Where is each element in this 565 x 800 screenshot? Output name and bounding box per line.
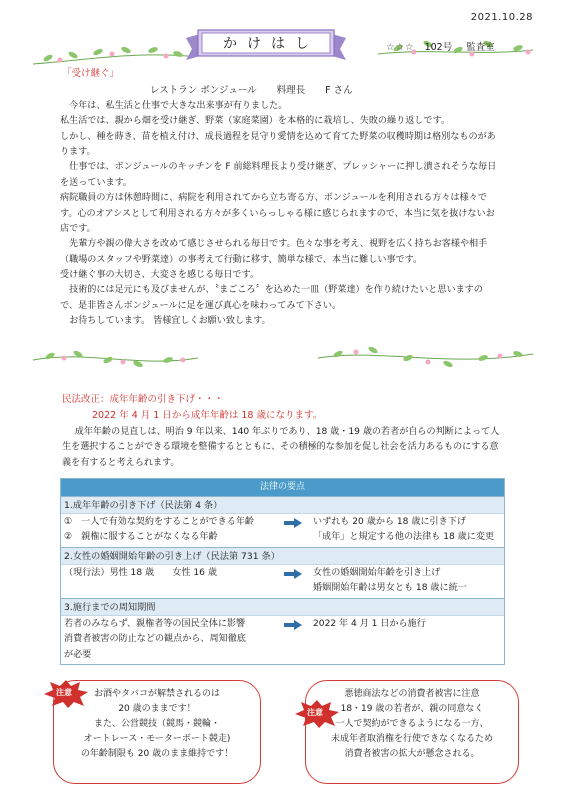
table-text: 若者のみならず、親権者等の国民全体に影響	[64, 618, 246, 629]
table-header: 法律の要点	[61, 479, 504, 496]
note-line: 一人で契約ができるようになる一方、	[335, 719, 489, 730]
note-line: 未成年者取消権を行使できなくなるため	[330, 734, 493, 745]
note-line: 20 歳のままです！	[118, 704, 196, 715]
table-text: 2022 年 4 月 1 日から施行	[313, 618, 426, 629]
table-cell-right	[307, 514, 504, 547]
table-row	[61, 513, 504, 547]
story-paragraph: 技術的には足元にも及びませんが、〝まごころ〞を込めた一皿（野菜達）を作り続けたいと思いますので、是非皆さんボンジュールに足を運び真心を味わってみて下さい。	[60, 285, 483, 311]
table-section-title: 3.施行までの周知期間	[61, 598, 504, 615]
table-section-title: 1.成年年齢の引き下げ（民法第 4 条）	[61, 496, 504, 513]
law-points-table	[60, 478, 505, 665]
law-body: 成年年齢の見直しは、明治 9 年以来、140 年ぶりであり、18 歳・19 歳の若者が自らの判断によって人生を選択することができる環境を整備するとともに、その積極的な参加を促し社会を活力あるものにする意義を有すると考えられます。	[62, 427, 500, 468]
note-line: 消費者被害の拡大が懸念される。	[344, 749, 480, 760]
story-paragraph: 仕事では、ボンジュールのキッチンを F 前総料理長より受け継ぎ、プレッシャーに押し潰されそうな毎日を送っています。	[60, 162, 497, 188]
table-text: ① 一人で有効な契約をすることができる年齢	[64, 517, 255, 527]
law-title: 民法改正：成年年齢の引き下げ・・・	[62, 394, 224, 405]
newsletter-title: かけはし	[223, 36, 319, 52]
caution-label: 注意	[307, 708, 323, 717]
note-line: お酒やタバコが解禁されるのは	[94, 689, 220, 699]
arrow-icon	[279, 616, 307, 664]
note-line: 18・19 歳の若者が、親の同意なく	[340, 704, 484, 715]
note-line: 悪徳商法などの消費者被害に注意	[344, 689, 480, 699]
story-paragraph: しかし、種を蒔き、苗を植え付け、成長過程を見守り愛情を込めて育てた野菜の収穫時期は格別なものがあります。	[60, 131, 496, 158]
arrow-icon	[279, 514, 307, 547]
table-text: ② 親権に服することがなくなる年齢	[64, 532, 218, 543]
department: 監査室	[466, 42, 495, 53]
table-text: 消費者被害の防止などの観点から、周知徹底	[64, 634, 246, 645]
table-text: が必要	[64, 649, 92, 660]
note-line: また、公営競技（競馬・競輪・	[93, 719, 220, 730]
table-text: いずれも 20 歳から 18 歳に引き下げ	[313, 517, 466, 527]
note-line: の年齢制限も 20 歳のまま維持です！	[80, 749, 234, 760]
vine-decoration-middle	[28, 340, 538, 376]
table-text: 婚姻開始年齢は男女とも 18 歳に統一	[313, 583, 467, 594]
law-subtitle: 2022 年 4 月 1 日から成年年齢は 18 歳になります。	[92, 410, 323, 421]
story-paragraph: 病院職員の方は休憩時間に、病院を利用されてから立ち寄る方、ボンジュールを利用される方々は様々です。心のオアシスとして利用される方々が多くいらっしゃる様に感じられますので、本当に気を抜けないお店です。	[60, 193, 495, 234]
issue-stars: ☆☆☆	[386, 42, 415, 53]
story-paragraph: 私生活では、親から畑を受け継ぎ、野菜（家庭菜園）を本格的に栽培し、失敗の繰り返しです。	[60, 116, 450, 127]
story-paragraph: 受け継ぐ事の大切さ、大変さを感じる毎日です。	[60, 269, 259, 280]
table-cell-right	[307, 616, 504, 664]
table-row	[61, 564, 504, 598]
table-cell-left	[61, 514, 279, 547]
story-paragraph: 先輩方や親の偉大さを改めて感じさせられる毎日です。色々な事を考え、視野を広く持ちお客様や相手（職場のスタッフや野菜達）の事考えて行動に移す、簡単な様で、本当に難しい事です。	[60, 239, 488, 265]
note-line: オートレース・モーターボート競走)	[83, 734, 231, 745]
table-cell-left	[61, 616, 279, 664]
byline-name: F さん	[325, 85, 353, 96]
caution-label: 注意	[56, 688, 72, 697]
table-section-title: 2.女性の婚姻開始年齢の引き上げ（民法第 731 条）	[61, 547, 504, 564]
arrow-icon	[279, 565, 307, 598]
issue-info	[386, 40, 495, 55]
issue-number: 102号	[424, 42, 453, 53]
story-paragraph: お待ちしています。 皆様宜しくお願い致します。	[69, 316, 271, 327]
story-paragraph: 今年は、私生活と仕事で大きな出来事が有りました。	[69, 101, 288, 111]
story-body	[60, 99, 500, 329]
byline-role: 料理長	[276, 85, 306, 96]
table-text: （現行法）男性 18 歳 女性 16 歳	[64, 567, 217, 578]
table-row	[61, 615, 504, 664]
story-tag: 「受け継ぐ」	[62, 68, 120, 79]
table-cell-left	[61, 565, 279, 598]
table-text: 「成年」と規定する他の法律も 18 歳に変更	[313, 532, 495, 543]
table-text: 女性の婚姻開始年齢を引き上げ	[313, 567, 441, 578]
table-cell-right	[307, 565, 504, 598]
byline-restaurant: レストラン ボンジュール	[150, 85, 257, 96]
byline	[150, 83, 373, 98]
note-consumer-damage	[305, 680, 519, 784]
date: 2021.10.28	[470, 12, 533, 23]
